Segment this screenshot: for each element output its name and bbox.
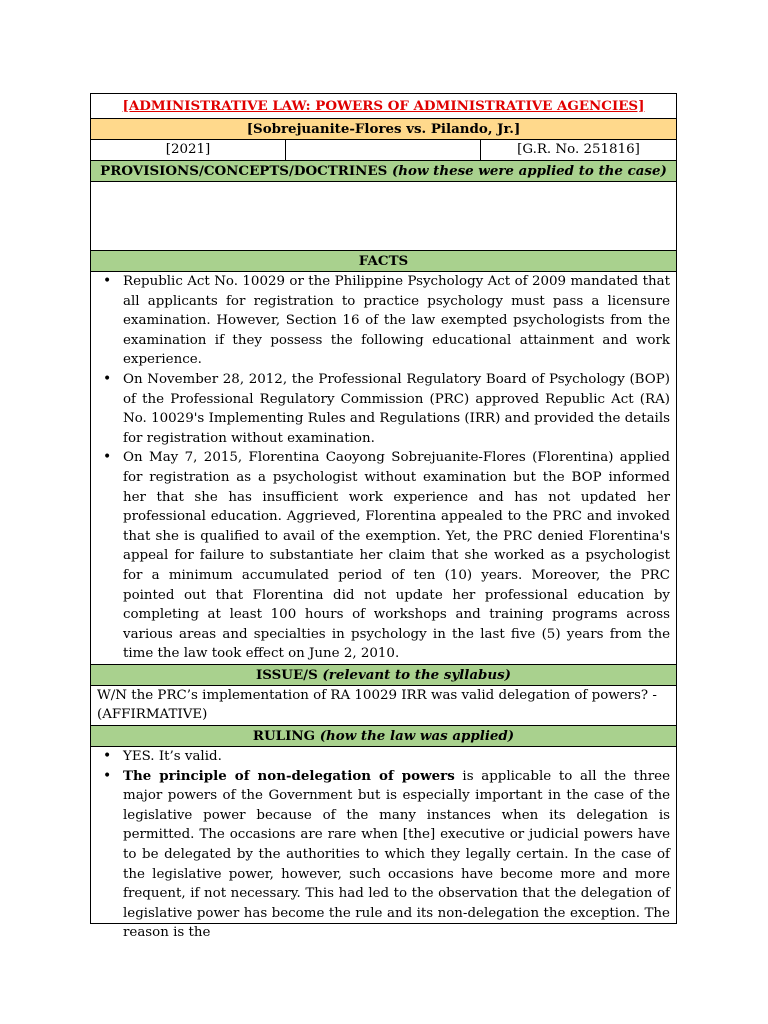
ruling-heading-sub: (how the law was applied) xyxy=(319,728,515,745)
ruling-list xyxy=(97,747,670,943)
ruling-item: • YES. It’s valid. xyxy=(123,747,670,767)
case-year: [2021] xyxy=(91,140,286,161)
issue-text: W/N the PRC’s implementation of RA 10029 IRR was valid delegation of powers? - (AFFIRMATIVE) xyxy=(91,685,677,725)
facts-list xyxy=(97,272,670,664)
subject-header: [ADMINISTRATIVE LAW: POWERS OF ADMINISTRATIVE AGENCIES] xyxy=(91,94,677,119)
case-title: [Sobrejuanite-Flores vs. Pilando, Jr.] xyxy=(91,119,677,140)
facts-content xyxy=(91,272,677,665)
case-middle-cell xyxy=(286,140,481,161)
case-digest-table xyxy=(90,93,677,941)
provisions-heading xyxy=(91,161,677,182)
gr-number: [G.R. No. 251816] xyxy=(481,140,677,161)
provisions-heading-sub: (how these were applied to the case) xyxy=(391,163,667,179)
facts-item: • On May 7, 2015, Florentina Caoyong Sobrejuanite-Flores (Florentina) applied for registration as a psychologist without examination but the BOP informed her that she has insufficient work experience and has not updated her professional education. Aggrieved, Florentina appealed to the PRC and invoked that she is qualified to avail of the exemption. Yet, the PRC denied Florentina's appeal for failure to substantiate her claim that she worked as a psychologist for a minimum accumulated period of ten (10) years. Moreover, the PRC pointed out that Florentina did not update her professional education by completing at least 100 hours of workshops and training programs across various areas and specialties in psychology in the last five (5) years from the time the law took effect on June 2, 2010. xyxy=(123,448,670,664)
facts-heading: FACTS xyxy=(91,251,677,272)
provisions-heading-label: PROVISIONS/CONCEPTS/DOCTRINES xyxy=(100,163,388,179)
issue-heading-sub: (relevant to the syllabus) xyxy=(322,666,512,683)
ruling-content xyxy=(91,747,677,941)
issue-heading-label: ISSUE/S xyxy=(255,666,318,683)
ruling-principle-bold: The principle of non-delegation of powers xyxy=(123,767,455,784)
provisions-content xyxy=(91,182,677,251)
ruling-principle-text: is applicable to all the three major powers of the Government but is especially important in the case of the legislative power because of the many instances when its delegation is permitted. The occasions are rare when [the] executive or judicial powers have to be delegated by the authorities to which they legally certain. In the case of the legislative power, however, such occasions have become more and more frequent, if not necessary. This had led to the observation that the delegation of legislative power has become the rule and its non-delegation the exception. The reason is the xyxy=(123,768,670,941)
ruling-clip xyxy=(97,747,670,941)
facts-item: • On November 28, 2012, the Professional Regulatory Board of Psychology (BOP) of the Professional Regulatory Commission (PRC) approved Republic Act (RA) No. 10029's Implementing Rules and Regulations (IRR) and provided the details for registration without examination. xyxy=(123,370,670,448)
ruling-heading-label: RULING xyxy=(252,728,316,745)
ruling-heading xyxy=(91,726,677,747)
issue-heading xyxy=(91,664,677,685)
facts-item: • Republic Act No. 10029 or the Philippine Psychology Act of 2009 mandated that all applicants for registration to practice psychology must pass a licensure examination. However, Section 16 of the law exempted psychologists from the examination if they possess the following educational attainment and work experience. xyxy=(123,272,670,370)
ruling-item xyxy=(123,767,670,943)
